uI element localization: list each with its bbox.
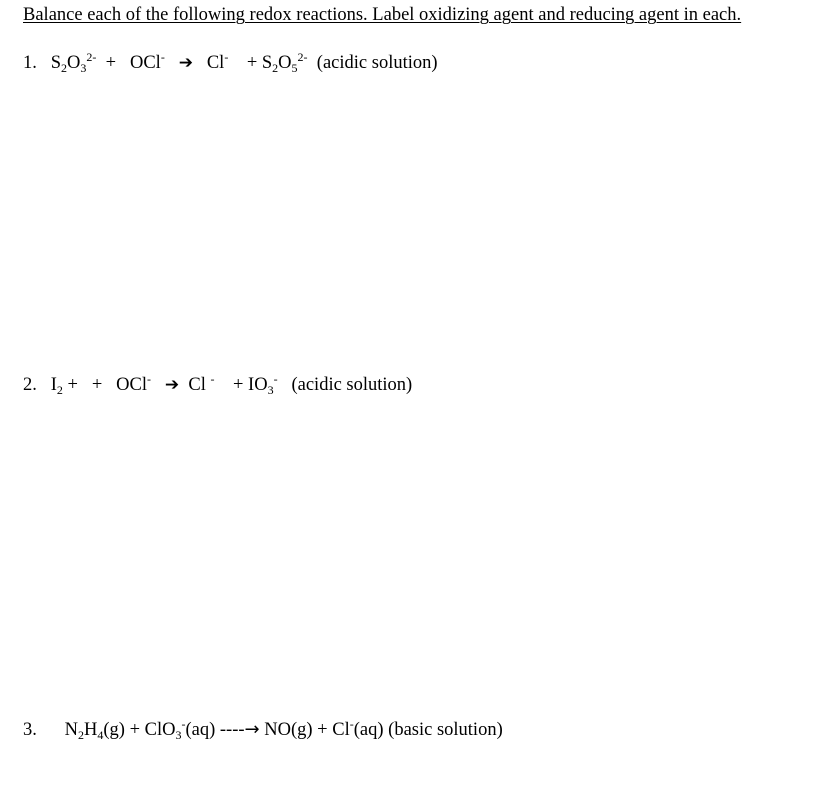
problem-number: 3. <box>23 720 37 740</box>
problem-number: 1. <box>23 53 37 73</box>
arrow-icon: ➔ <box>178 53 193 73</box>
reaction-equation: $S_2O_3^{2-} + OCl^-$ ➔ Cl- + $S_2O_5^{2-}$ <box>41 50 308 75</box>
reaction-condition: (acidic solution) <box>291 375 413 395</box>
problem-number: 2. <box>23 375 37 395</box>
reaction-condition: (basic solution) <box>388 720 503 740</box>
problem-1 <box>23 51 438 75</box>
reaction-condition: (acidic solution) <box>316 53 438 73</box>
arrow-icon: → <box>244 719 260 740</box>
reaction-equation: $N_2H_4(g) + ClO_3^-(aq)$ ----→ NO(g) + Cl-(aq) <box>41 717 384 742</box>
instructions-heading: Balance each of the following redox reactions. Label oxidizing agent and reducing agent in each. <box>23 5 742 25</box>
reaction-equation: $I_2$ + + OCl- ➔ Cl - + $IO_3^-$ <box>41 372 278 397</box>
problem-3 <box>23 718 503 742</box>
problem-2 <box>23 373 412 397</box>
arrow-icon: ➔ <box>164 375 180 395</box>
